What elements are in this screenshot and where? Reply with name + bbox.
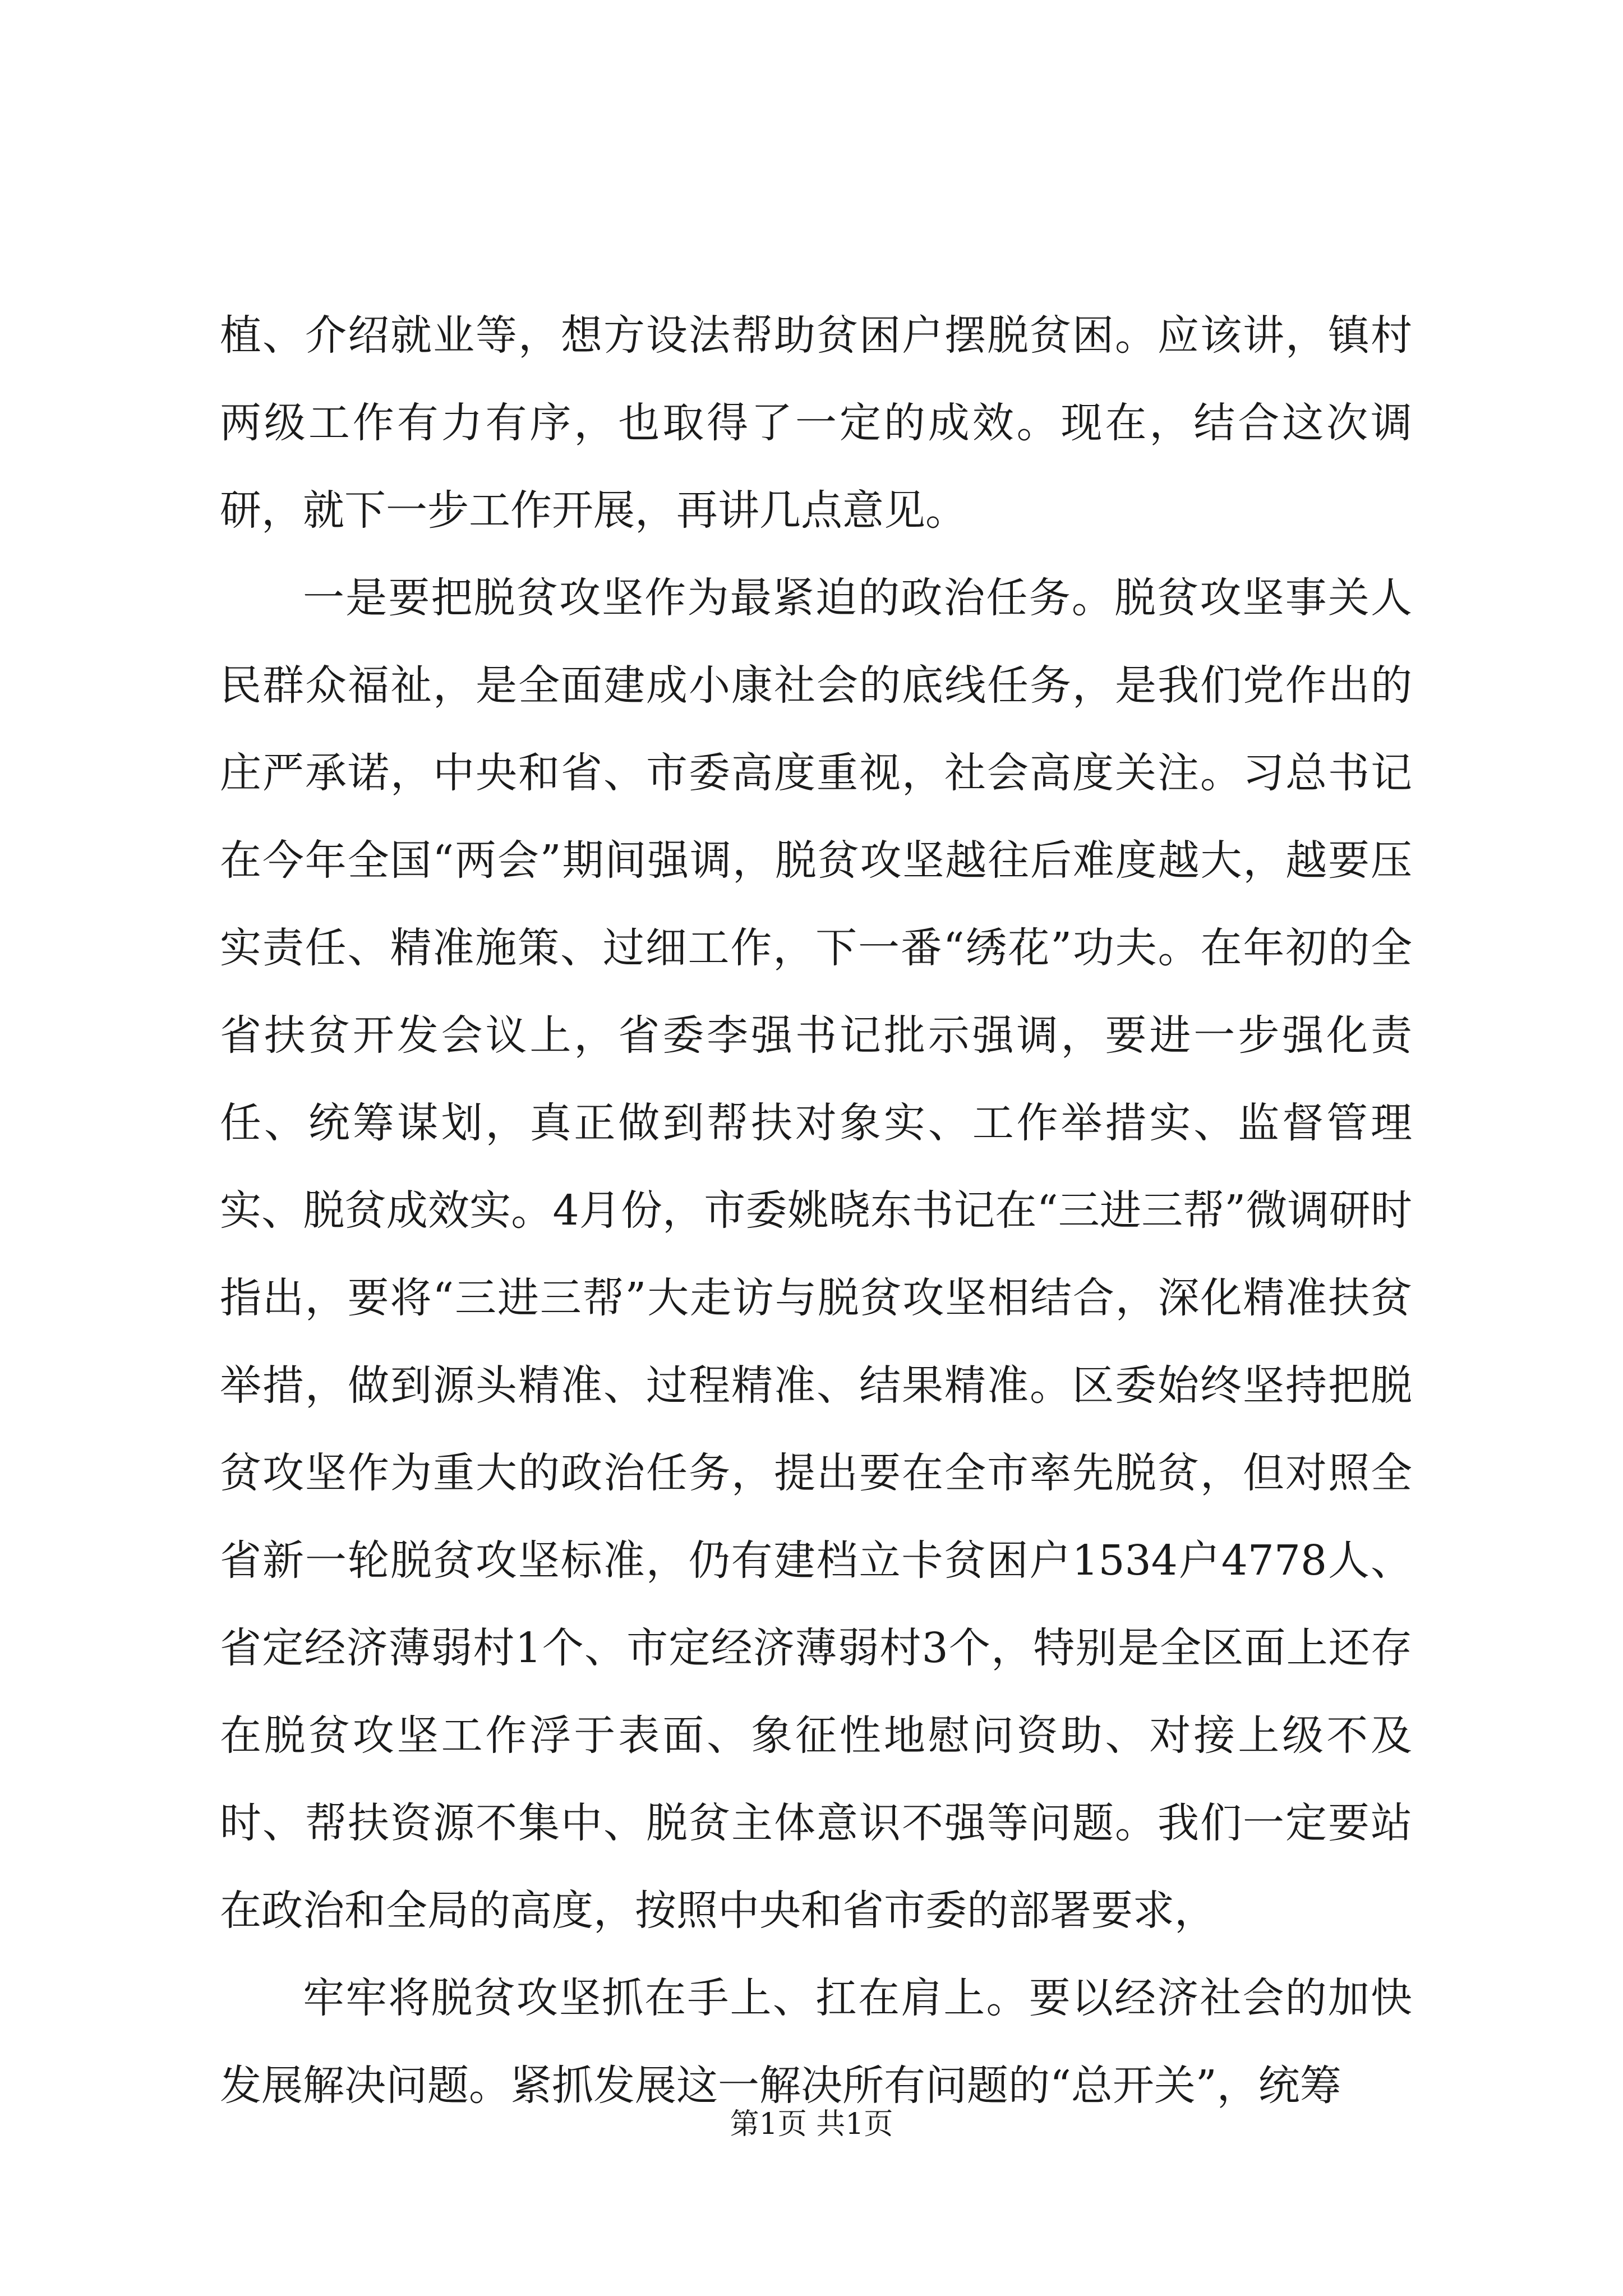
page-footer: 第1页 共1页 (730, 2108, 893, 2141)
paragraph-3: 牢牢将脱贫攻坚抓在手上、扛在肩上。要以经济社会的加快发展解决问题。紧抓发展这一解决所有问题的“总开关”，统筹 (220, 1974, 1412, 2110)
document-body (220, 292, 1412, 2129)
paragraph-2: 一是要把脱贫攻坚作为最紧迫的政治任务。脱贫攻坚事关人民群众福祉，是全面建成小康社会的底线任务，是我们党作出的庄严承诺，中央和省、市委高度重视，社会高度关注。习总书记在今年全国“两会”期间强调，脱贫攻坚越往后难度越大，越要压实责任、精准施策、过细工作，下一番“绣花”功夫。在年初的全省扶贫开发会议上，省委李强书记批示强调，要进一步强化责任、统筹谋划，真正做到帮扶对象实、工作举措实、监督管理实、脱贫成效实。4月份，市委姚晓东书记在“三进三帮”微调研时指出，要将“三进三帮”大走访与脱贫攻坚相结合，深化精准扶贫举措，做到源头精准、过程精准、结果精准。区委始终坚持把脱贫攻坚作为重大的政治任务，提出要在全市率先脱贫，但对照全省新一轮脱贫攻坚标准，仍有建档立卡贫困户1534户4778人、省定经济薄弱村1个、市定经济薄弱村3个，特别是全区面上还存在脱贫攻坚工作浮于表面、象征性地慰问资助、对接上级不及时、帮扶资源不集中、脱贫主体意识不强等问题。我们一定要站在政治和全局的高度，按照中央和省市委的部署要求， (220, 574, 1412, 1935)
paragraph-1: 植、介绍就业等，想方设法帮助贫困户摆脱贫困。应该讲，镇村两级工作有力有序，也取得了一定的成效。现在，结合这次调研，就下一步工作开展，再讲几点意见。 (220, 311, 1412, 535)
